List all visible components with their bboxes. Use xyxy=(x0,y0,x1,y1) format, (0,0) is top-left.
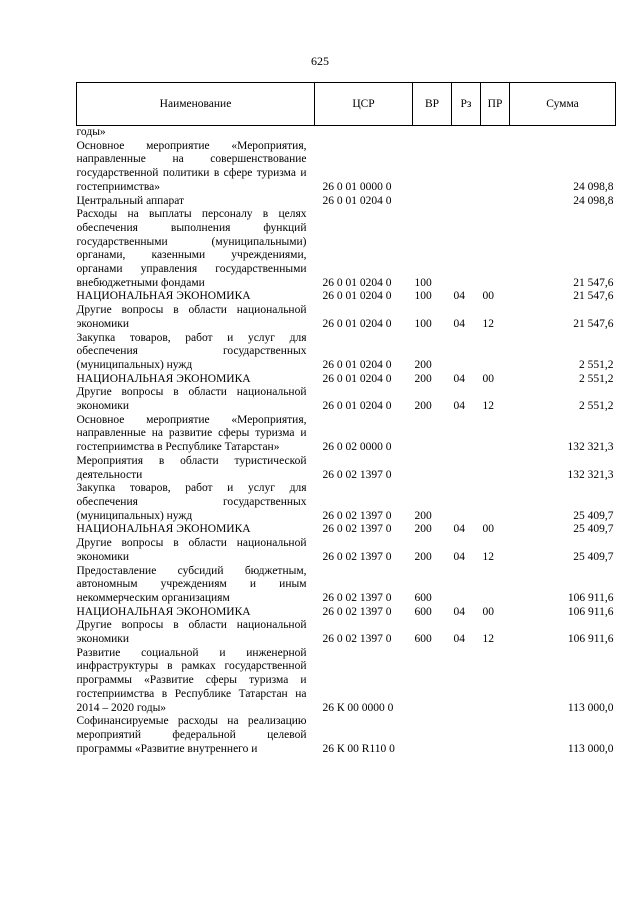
row-vr xyxy=(413,140,452,195)
row-csr: 26 0 02 1397 0 xyxy=(322,523,392,536)
row-pr xyxy=(481,565,510,606)
row-vr: 200 xyxy=(414,550,432,563)
row-vr xyxy=(413,195,452,209)
row-vr: 200 xyxy=(414,400,432,413)
table-row xyxy=(77,619,616,646)
row-csr: 26 0 02 1397 0 xyxy=(322,605,392,618)
row-csr: 26 К 00 R110 0 xyxy=(322,742,395,755)
row-sum: 21 547,6 xyxy=(573,317,614,330)
row-rz xyxy=(452,565,481,606)
row-name: Закупка товаров, работ и услуг для обеспечения государственных (муниципальных) нужд xyxy=(76,482,307,522)
row-rz xyxy=(452,455,481,482)
row-pr: 12 xyxy=(482,400,494,413)
row-rz xyxy=(452,140,481,195)
row-sum xyxy=(510,126,616,140)
row-sum: 2 551,2 xyxy=(579,372,614,385)
row-vr xyxy=(413,414,452,455)
row-sum: 2 551,2 xyxy=(579,358,614,371)
header-name: Наименование xyxy=(77,83,315,126)
header-sum: Сумма xyxy=(510,83,616,126)
row-pr: 12 xyxy=(482,633,494,646)
table-row xyxy=(77,482,616,523)
row-sum: 113 000,0 xyxy=(567,701,614,714)
table-header-row xyxy=(77,83,616,126)
row-sum: 25 409,7 xyxy=(573,550,614,563)
row-sum: 106 911,6 xyxy=(567,605,614,618)
row-pr: 00 xyxy=(482,372,494,385)
table-row xyxy=(77,537,616,564)
row-csr: 26 0 02 1397 0 xyxy=(322,509,392,522)
page-number: 625 xyxy=(311,54,329,68)
row-rz: 04 xyxy=(453,372,465,385)
row-pr xyxy=(481,482,510,523)
row-csr: 26 0 01 0000 0 xyxy=(322,180,392,193)
row-rz xyxy=(452,195,481,209)
table-row xyxy=(77,290,616,304)
table-row xyxy=(77,523,616,537)
row-csr: 26 0 02 1397 0 xyxy=(322,633,392,646)
row-csr: 26 0 02 1397 0 xyxy=(322,550,392,563)
row-pr: 12 xyxy=(482,550,494,563)
row-pr xyxy=(481,332,510,373)
row-sum: 106 911,6 xyxy=(567,591,614,604)
row-sum: 21 547,6 xyxy=(573,276,614,289)
header-pr: ПР xyxy=(481,83,510,126)
header-rz: Рз xyxy=(452,83,481,126)
budget-table xyxy=(76,82,616,756)
row-sum: 132 321,3 xyxy=(567,468,614,481)
header-vr: ВР xyxy=(413,83,452,126)
table-row xyxy=(77,140,616,195)
row-sum: 2 551,2 xyxy=(579,400,614,413)
table-row xyxy=(77,373,616,387)
row-sum: 24 098,8 xyxy=(573,180,614,193)
row-csr xyxy=(315,126,413,140)
row-name: годы» xyxy=(76,126,106,138)
table-row xyxy=(77,606,616,620)
row-rz: 04 xyxy=(453,290,465,303)
row-vr: 200 xyxy=(414,372,432,385)
row-vr xyxy=(413,647,452,716)
row-name: Другие вопросы в области национальной экономики xyxy=(76,537,307,563)
row-name: Другие вопросы в области национальной экономики xyxy=(76,386,307,413)
row-name: НАЦИОНАЛЬНАЯ ЭКОНОМИКА xyxy=(76,290,251,303)
row-rz xyxy=(452,647,481,716)
row-pr: 12 xyxy=(482,317,494,330)
row-csr: 26 0 01 0204 0 xyxy=(322,400,392,413)
row-name: Софинансируемые расходы на реализацию мероприятий федеральной целевой программы «Развитие внутреннего и xyxy=(76,715,307,755)
row-vr xyxy=(413,455,452,482)
row-rz: 04 xyxy=(453,523,465,536)
row-pr xyxy=(481,455,510,482)
row-vr: 600 xyxy=(414,591,432,604)
row-csr: 26 0 01 0204 0 xyxy=(322,194,392,207)
row-sum: 132 321,3 xyxy=(567,441,614,454)
row-pr xyxy=(481,414,510,455)
row-rz: 04 xyxy=(453,633,465,646)
row-sum: 106 911,6 xyxy=(567,633,614,646)
table-row xyxy=(77,126,616,140)
row-sum: 25 409,7 xyxy=(573,509,614,522)
row-sum: 24 098,8 xyxy=(573,194,614,207)
row-csr: 26 0 01 0204 0 xyxy=(322,276,392,289)
table-row xyxy=(77,386,616,413)
row-pr xyxy=(481,126,510,140)
row-name: НАЦИОНАЛЬНАЯ ЭКОНОМИКА xyxy=(76,605,251,618)
table-row xyxy=(77,332,616,373)
row-rz: 04 xyxy=(453,550,465,563)
table-row xyxy=(77,565,616,606)
row-pr xyxy=(481,140,510,195)
row-pr xyxy=(481,715,510,756)
row-csr: 26 0 01 0204 0 xyxy=(322,317,392,330)
row-csr: 26 0 02 0000 0 xyxy=(322,441,392,454)
row-name: Расходы на выплаты персоналу в целях обеспечения выполнения функций государственными (муниципальными) органами, казенными учреждениями, органами управления государственными внебюджетными фондами xyxy=(76,208,307,289)
table-row xyxy=(77,208,616,290)
row-vr: 100 xyxy=(414,317,432,330)
row-csr: 26 0 02 1397 0 xyxy=(322,468,392,481)
row-rz: 04 xyxy=(453,605,465,618)
row-pr xyxy=(481,195,510,209)
row-pr: 00 xyxy=(482,605,494,618)
row-rz xyxy=(452,208,481,290)
table-row xyxy=(77,304,616,331)
row-pr: 00 xyxy=(482,290,494,303)
table-row xyxy=(77,455,616,482)
row-csr: 26 0 02 1397 0 xyxy=(322,591,392,604)
row-vr: 200 xyxy=(414,509,432,522)
row-pr xyxy=(481,647,510,716)
table-row xyxy=(77,414,616,455)
row-csr: 26 0 01 0204 0 xyxy=(322,290,392,303)
row-vr: 200 xyxy=(414,523,432,536)
row-rz xyxy=(452,332,481,373)
table-row xyxy=(77,647,616,716)
row-csr: 26 0 01 0204 0 xyxy=(322,372,392,385)
row-rz xyxy=(452,414,481,455)
row-sum: 25 409,7 xyxy=(573,523,614,536)
row-vr: 100 xyxy=(414,276,432,289)
row-rz xyxy=(452,482,481,523)
row-csr: 26 0 01 0204 0 xyxy=(322,358,392,371)
row-csr: 26 К 00 0000 0 xyxy=(322,701,394,714)
row-rz xyxy=(452,715,481,756)
row-sum: 21 547,6 xyxy=(573,290,614,303)
row-pr xyxy=(481,208,510,290)
row-name: НАЦИОНАЛЬНАЯ ЭКОНОМИКА xyxy=(76,523,251,536)
row-vr: 200 xyxy=(414,358,432,371)
table-row xyxy=(77,195,616,209)
table-row xyxy=(77,715,616,756)
row-rz xyxy=(452,126,481,140)
row-vr: 600 xyxy=(414,633,432,646)
row-rz: 04 xyxy=(453,400,465,413)
row-name: Центральный аппарат xyxy=(76,194,185,207)
row-name: НАЦИОНАЛЬНАЯ ЭКОНОМИКА xyxy=(76,372,251,385)
row-name: Закупка товаров, работ и услуг для обеспечения государственных (муниципальных) нужд xyxy=(76,331,307,371)
row-vr xyxy=(413,715,452,756)
row-vr: 100 xyxy=(414,290,432,303)
row-name: Другие вопросы в области национальной экономики xyxy=(76,619,307,646)
row-name: Основное мероприятие «Мероприятия, направленные на развитие сферы туризма и гостеприимства в Республике Татарстан» xyxy=(76,413,307,454)
row-sum: 113 000,0 xyxy=(567,742,614,755)
row-name: Развитие социальной и инженерной инфраструктуры в рамках государственной программы «Развитие сферы туризма и гостеприимства в Республике Татарстан на 2014 – 2020 годы» xyxy=(76,646,307,714)
row-vr: 600 xyxy=(414,605,432,618)
row-name: Мероприятия в области туристической деятельности xyxy=(76,454,307,481)
row-name: Основное мероприятие «Мероприятия, направленные на совершенствование государственной политики в сфере туризма и гостеприимства» xyxy=(76,139,307,193)
row-pr: 00 xyxy=(482,523,494,536)
row-name: Предоставление субсидий бюджетным, автономным учреждениям и иным некоммерческим организациям xyxy=(76,564,307,604)
header-csr: ЦСР xyxy=(315,83,413,126)
row-vr xyxy=(413,126,452,140)
row-rz: 04 xyxy=(453,317,465,330)
row-name: Другие вопросы в области национальной экономики xyxy=(76,304,307,330)
